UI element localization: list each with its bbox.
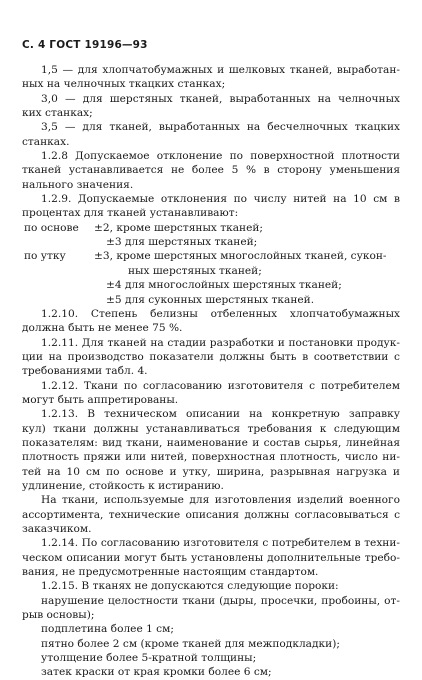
text-line: пятно более 2 см (кроме тканей для межподкладки); (41, 637, 340, 650)
text-line: 3,0 — для шерстяных тканей, выработанных на челночных (41, 92, 400, 105)
line-label: по основе (24, 221, 79, 234)
text-line: На ткани, используемые для изготовления изделий военного (41, 494, 400, 507)
text-line: утолщение более 5-кратной толщины; (41, 652, 257, 665)
text-line (22, 221, 400, 235)
text-line: кул) ткани должны устанавливаться требования к следующим (22, 422, 400, 435)
text-line: 1.2.13. В техническом описании на конкретную заправку (41, 408, 400, 421)
text-line: рыв основы); (22, 609, 95, 622)
text-line: затек краски от края кромки более 6 см; (41, 666, 272, 679)
text-line: ческом описании могут быть установлены дополнительные требо- (22, 551, 400, 564)
text-line: удлинение, стойкость к истиранию. (22, 479, 224, 492)
text-line: 1,5 — для хлопчатобумажных и шелковых тканей, выработан- (41, 64, 400, 76)
text-line: вания, не предусмотренные настоящим стандартом. (22, 566, 319, 579)
text-line: ±4 для многослойных шерстяных тканей; (106, 279, 342, 292)
text-line: ции на производство показатели должны быть в соответствии с (22, 350, 400, 363)
text-line: 3,5 — для тканей, выработанных на бесчелночных ткацких (41, 121, 400, 134)
page-header: С. 4 ГОСТ 19196—93 (22, 39, 148, 51)
text-line: показателям: вид ткани, наименование и состав сырья, линейная (22, 436, 400, 449)
text-line: нального значения. (22, 178, 134, 191)
text-line: заказчиком. (22, 523, 92, 535)
text-line: ±3 для шерстяных тканей; (106, 236, 258, 249)
text-line: процентах для тканей устанавливают: (22, 207, 239, 220)
text-line: могут быть аппретированы. (22, 393, 179, 406)
text-line: тей на 10 см по основе и утку, ширина, разрывная нагрузка и (22, 465, 400, 478)
text-line: подплетина более 1 см; (41, 623, 174, 636)
text-line: ких станках; (22, 107, 93, 120)
text-line: плотность пряжи или нитей, поверхностная плотность, число ни- (22, 451, 400, 464)
text-line: 1.2.8 Допускаемое отклонение по поверхностной плотности (41, 150, 400, 163)
text-line: станках. (22, 135, 70, 148)
text-line: ных шерстяных тканей; (128, 264, 262, 277)
text-line: 1.2.11. Для тканей на стадии разработки и постановки продук- (41, 336, 400, 349)
line-text: ±2, кроме шерстяных тканей; (94, 221, 263, 234)
text-line: 1.2.9. Допускаемые отклонения по числу нитей на 10 см в (41, 193, 400, 206)
text-line: 1.2.12. Ткани по согласованию изготовителя с потребителем (41, 379, 400, 392)
line-label: по утку (24, 250, 66, 263)
text-line: требованиями табл. 4. (22, 365, 148, 378)
text-line: должна быть не менее 75 %. (22, 322, 183, 335)
line-text: ±3, кроме шерстяных многослойных тканей, сукон- (94, 250, 387, 263)
text-line: нарушение целостности ткани (дыры, просечки, пробоины, от- (41, 594, 400, 607)
text-line: тканей устанавливается не более 5 % в сторону уменьшения (22, 164, 400, 177)
text-line: 1.2.10. Степень белизны отбеленных хлопчатобумажных (41, 307, 400, 320)
text-line: ных на челночных ткацких станках; (22, 78, 226, 91)
text-line: 1.2.15. В тканях не допускаются следующие пороки: (41, 580, 339, 593)
document-body (22, 63, 400, 680)
text-line: ассортимента, технические описания должны согласовываться с (22, 508, 400, 521)
text-line: 1.2.14. По согласованию изготовителя с потребителем в техни- (41, 537, 400, 550)
text-line: ±5 для суконных шерстяных тканей. (106, 293, 315, 306)
text-line (22, 249, 400, 263)
